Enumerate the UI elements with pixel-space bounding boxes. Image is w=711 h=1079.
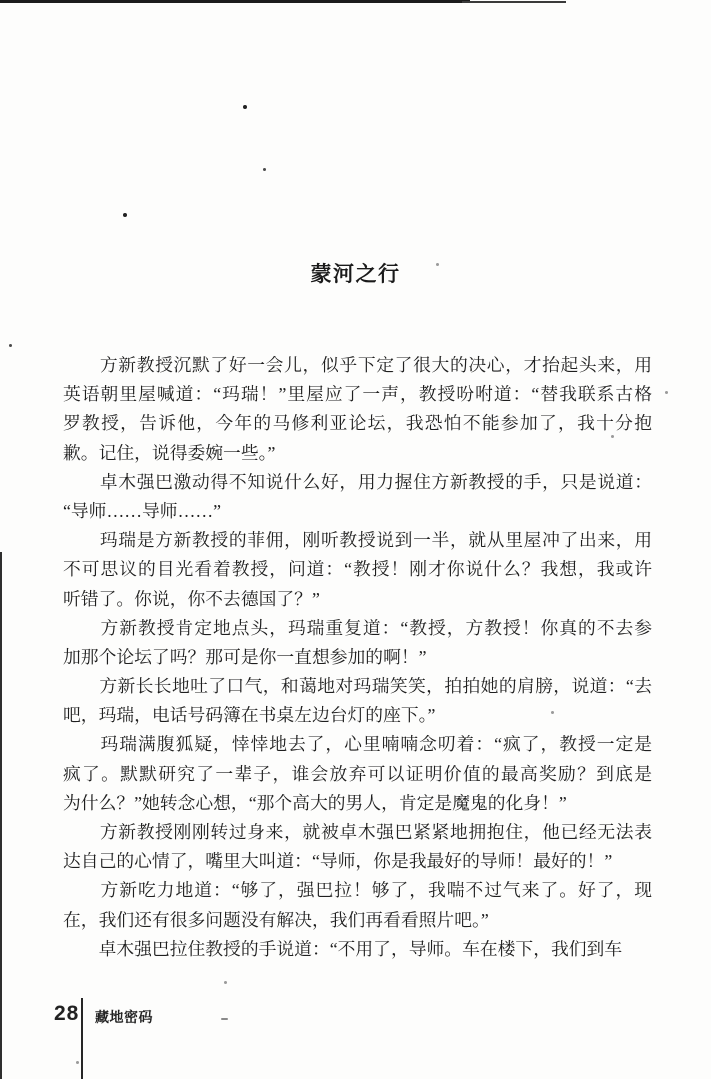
scan-speck <box>243 105 247 109</box>
text-line: 方新长长地吐了口气，和蔼地对玛瑞笑笑，拍拍她的肩膀，说道：“去 <box>63 676 652 697</box>
scan-speck <box>551 711 554 714</box>
page-footer <box>0 995 711 1079</box>
scan-speck <box>263 168 266 171</box>
page-number: 28 <box>54 1002 80 1025</box>
scan-speck <box>436 263 439 266</box>
text-line: “导师……导师……” <box>63 500 222 521</box>
text-line: 加那个论坛了吗？那可是你一直想参加的啊！” <box>63 646 427 667</box>
text-line: 吧，玛瑞，电话号码簿在书桌左边台灯的座下。” <box>63 705 436 726</box>
body-text <box>63 351 652 964</box>
scan-edge-top-fade <box>462 1 566 3</box>
scan-speck <box>611 435 614 438</box>
scan-edge-top <box>0 0 470 3</box>
text-line: 歉。记住，说得委婉一些。” <box>63 442 276 463</box>
text-line: 玛瑞是方新教授的菲佣，刚听教授说到一半，就从里屋冲了出来，用 <box>63 530 652 551</box>
text-line: 达自己的心情了，嘴里大叫道：“导师，你是我最好的导师！最好的！” <box>63 851 613 872</box>
scan-speck <box>224 981 227 984</box>
footer-divider <box>81 998 83 1079</box>
text-line: 方新吃力地道：“够了，强巴拉！够了，我喘不过气来了。好了，现 <box>63 880 652 901</box>
text-line: 不可思议的目光看着教授，问道：“教授！刚才你说什么？我想，我或许 <box>63 559 652 580</box>
chapter-title: 蒙河之行 <box>310 263 401 286</box>
book-title: 藏地密码 <box>95 1009 153 1025</box>
text-line: 方新教授刚刚转过身来，就被卓木强巴紧紧地拥抱住，他已经无法表 <box>63 822 652 842</box>
scan-speck <box>665 391 668 394</box>
text-line: 卓木强巴拉住教授的手说道：“不用了，导师。车在楼下，我们到车 <box>63 938 623 959</box>
text-line: 疯了。默默研究了一辈子，谁会放弃可以证明价值的最高奖励？到底是 <box>63 763 652 784</box>
text-line: 卓木强巴激动得不知说什么好，用力握住方新教授的手，只是说道： <box>63 471 652 492</box>
text-line: 听错了。你说，你不去德国了？” <box>63 588 320 609</box>
text-line: 方新教授沉默了好一会儿，似乎下定了很大的决心，才抬起头来，用 <box>63 355 652 375</box>
text-line: 英语朝里屋喊道：“玛瑞！”里屋应了一声，教授吩咐道：“替我联系古格 <box>63 384 652 405</box>
scan-speck <box>123 213 127 217</box>
text-line: 在，我们还有很多问题没有解决，我们再看看照片吧。” <box>63 909 489 930</box>
scan-speck <box>76 1061 79 1064</box>
scan-dash <box>221 1018 228 1020</box>
scan-speck <box>9 344 12 347</box>
text-line: 方新教授肯定地点头，玛瑞重复道：“教授，方教授！你真的不去参 <box>63 617 652 638</box>
text-line: 为什么？”她转念心想，“那个高大的男人，肯定是魔鬼的化身！” <box>63 792 567 813</box>
text-line: 玛瑞满腹狐疑，悻悻地去了，心里喃喃念叨着：“疯了，教授一定是 <box>63 734 652 755</box>
text-line: 罗教授，告诉他，今年的马修利亚论坛，我恐怕不能参加了，我十分抱 <box>63 413 652 434</box>
